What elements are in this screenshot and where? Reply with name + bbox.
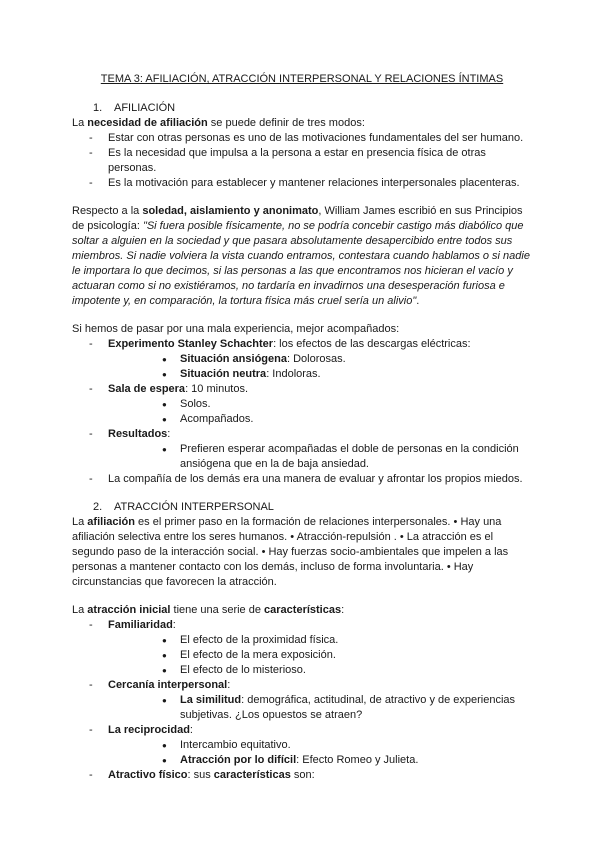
list-item: - La compañía de los demás era una manera de evaluar y afrontar los propios miedos. <box>72 472 532 487</box>
text: : Indoloras. <box>266 368 321 380</box>
list-item <box>72 768 532 783</box>
text: . <box>416 295 420 307</box>
text: : Efecto Romeo y Julieta. <box>296 754 419 766</box>
text: son: <box>290 769 315 781</box>
bold-term: Situación ansiógena <box>180 353 287 365</box>
text: : <box>341 604 345 616</box>
definition-list <box>72 131 532 191</box>
bold-term: soledad, aislamiento y anonimato <box>142 205 319 217</box>
text: se puede definir de tres modos: <box>207 117 365 129</box>
list-item: ● Acompañados. <box>108 412 532 427</box>
section-title: AFILIACIÓN <box>114 102 176 114</box>
caracteristicas-list <box>72 618 532 783</box>
section-number: 1. <box>93 102 103 114</box>
bold-term: La reciprocidad <box>108 724 190 736</box>
section-title: ATRACCIÓN INTERPERSONAL <box>114 501 274 513</box>
text: : <box>189 724 193 736</box>
list-item <box>72 427 532 472</box>
bad-experience-line: Si hemos de pasar por una mala experiencia, mejor acompañados: <box>72 323 400 335</box>
list-item: ● El efecto de la mera exposición. <box>108 648 532 663</box>
text: : 10 minutos. <box>185 383 249 395</box>
bold-term: Situación neutra <box>180 368 267 380</box>
list-item <box>108 753 532 768</box>
list-item <box>72 382 532 427</box>
bold-term: características <box>213 769 291 781</box>
bold-term: Experimento Stanley Schachter <box>108 338 274 350</box>
bold-term: Resultados <box>108 428 168 440</box>
text: La <box>72 604 88 616</box>
text: : demográfica, actitudinal, de atractivo y de experiencias subjetivas. ¿Los opuestos se atraen? <box>180 694 516 721</box>
bold-term: afiliación <box>87 516 135 528</box>
list-item <box>72 337 532 382</box>
text: : <box>167 428 171 440</box>
list-item <box>108 367 532 382</box>
text: : Dolorosas. <box>286 353 346 365</box>
section-heading-atraccion <box>72 500 532 515</box>
bold-term: Familiaridad <box>108 619 173 631</box>
text: La <box>72 516 88 528</box>
text: : <box>172 619 176 631</box>
text: tiene una serie de <box>170 604 265 616</box>
bold-term: Sala de espera <box>108 383 186 395</box>
list-item: - Es la motivación para establecer y mantener relaciones interpersonales placenteras. <box>72 176 532 191</box>
bold-term: La similitud <box>180 694 242 706</box>
list-item <box>72 723 532 768</box>
sub-list <box>108 352 532 382</box>
sub-list <box>108 633 532 678</box>
list-item: ● El efecto de la proximidad física. <box>108 633 532 648</box>
quote: "Si fuera posible físicamente, no se podría concebir castigo más diabólico que soltar a alguien en la sociedad y que pasara absolutamente desapercibido entre todos sus miembros. Si nadie volviera la vista cuando entramos, contestara cuando hablamos o si nadie le importara lo que decimos, si las personas a las que encontramos nos hicieran el vacío y actuaran como si no existiéramos, no tardaría en invadirnos una desesperación furiosa e impotente y, en comparación, la tortura física más cruel sería un alivio" <box>72 220 530 307</box>
list-item: - Estar con otras personas es uno de las motivaciones fundamentales del ser humano. <box>72 131 532 146</box>
sub-list <box>108 693 532 723</box>
list-item: ● Solos. <box>108 397 532 412</box>
list-item: ● Intercambio equitativo. <box>108 738 532 753</box>
text: es el primer paso en la formación de relaciones interpersonales. • Hay una afiliación selectiva entre los seres humanos. • Atracción-repulsión . • La atracción es el segundo paso de la interacción social. • Hay fuerzas socio-ambientales que impelen a las personas a mantener contacto con los demás, incluso de forma involuntaria. • Hay circunstancias que favorecen la atracción. <box>72 516 509 588</box>
text: Respecto a la <box>72 205 143 217</box>
james-paragraph <box>72 204 532 309</box>
list-item <box>108 693 532 723</box>
sub-list <box>108 738 532 768</box>
caracteristicas-intro <box>72 603 532 618</box>
experiment-list <box>72 337 532 487</box>
list-item: ● El efecto de lo misterioso. <box>108 663 532 678</box>
section-number: 2. <box>93 501 103 513</box>
bold-term: necesidad de afiliación <box>87 117 208 129</box>
document-title: TEMA 3: AFILIACIÓN, ATRACCIÓN INTERPERSONAL Y RELACIONES ÍNTIMAS <box>100 73 504 85</box>
list-item: - Es la necesidad que impulsa a la persona a estar en presencia física de otras personas. <box>72 146 532 176</box>
text: : <box>227 679 231 691</box>
list-item <box>72 678 532 723</box>
bold-term: características <box>264 604 342 616</box>
list-item <box>72 618 532 678</box>
bold-term: Atracción por lo difícil <box>180 754 297 766</box>
list-item <box>108 352 532 367</box>
text: : los efectos de las descargas eléctricas: <box>273 338 471 350</box>
bold-term: Atractivo físico <box>108 769 188 781</box>
list-item: ● Prefieren esperar acompañadas el doble de personas en la condición ansiógena que en la de baja ansiedad. <box>108 442 532 472</box>
sub-list <box>108 397 532 427</box>
sub-list <box>108 442 532 472</box>
bold-term: atracción inicial <box>87 604 171 616</box>
text: , William James escribió en sus Principios de psicología: <box>72 205 523 232</box>
text: La <box>72 117 88 129</box>
atraccion-paragraph <box>72 515 532 590</box>
section-heading-afiliacion <box>72 101 532 116</box>
bold-term: Cercanía interpersonal <box>108 679 228 691</box>
afiliacion-intro <box>72 116 532 131</box>
text: : sus <box>187 769 214 781</box>
document-page <box>72 72 532 783</box>
